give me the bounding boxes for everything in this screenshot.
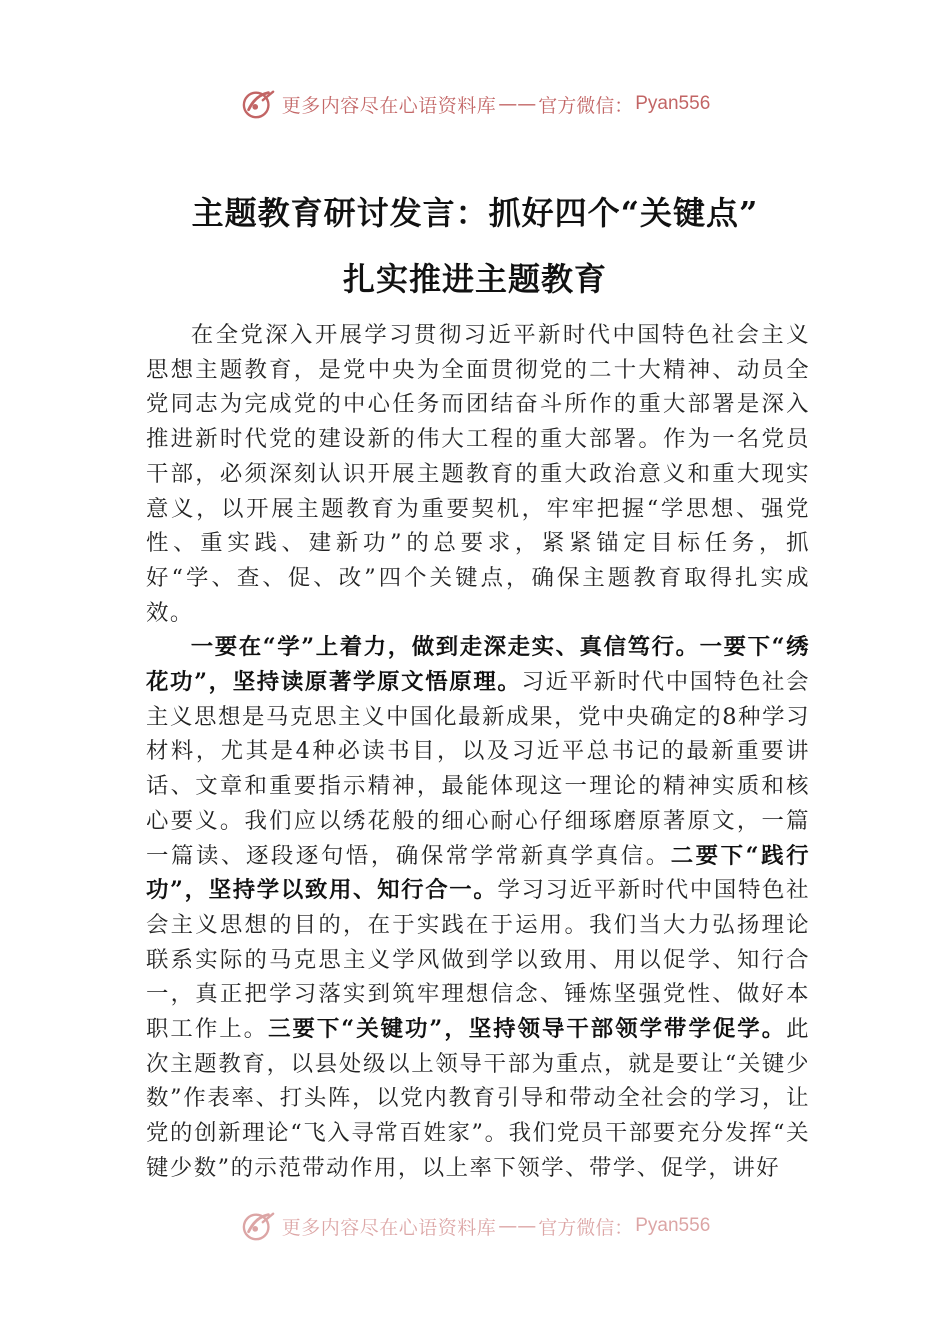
sub-point-1-heading: 一要下“绣花功”，坚持读原著学原文悟原理。 <box>146 634 810 696</box>
header-watermark <box>0 84 950 124</box>
sub-point-3-text: 此次主题教育，以县处级以上领导干部为重点，就是要让“关键少数”作表率、打头阵，以党内教育引导和带动全社会的学习，让党的创新理论“飞入寻常百姓家”。我们党员干部要充分发挥“关键少数”的示范带动作用，以上率下领学、带学、促学，讲好 <box>146 1016 810 1181</box>
sub-point-3-heading: 三要下“关键功”，坚持领导干部领学带学促学。 <box>268 1016 787 1043</box>
sub-point-2-heading: 二要下“践行功”，坚持学以致用、知行合一。 <box>146 842 810 904</box>
watermark-separator: —— <box>498 1215 537 1237</box>
sub-point-1-text: 习近平新时代中国特色社会主义思想是马克思主义中国化最新成果，党中央确定的8种学习材料，尤其是4种必读书目，以及习近平总书记的最新重要讲话、文章和重要指示精神，最能体现这一理论的精神实质和核心要义。我们应以绣花般的细心耐心仔细琢磨原著原文，一篇一篇读、逐段逐句悟，确保常学常新真学真信。 <box>146 669 810 869</box>
watermark-text: 更多内容尽在心语资料库 <box>281 94 497 117</box>
watermark-logo-icon <box>240 1209 278 1243</box>
section-one-paragraph <box>146 630 810 1185</box>
sub-point-2-text: 学习习近平新时代中国特色社会主义思想的目的，在于实践在于运用。我们当大力弘扬理论联系实际的马克思主义学风做到学以致用、用以促学、知行合一，真正把学习落实到筑牢理想信念、锤炼坚强党性、做好本职工作上。 <box>146 877 810 1043</box>
document-title-line-1: 主题教育研讨发言：抓好四个“关键点” <box>191 194 759 232</box>
watermark-separator: —— <box>498 93 537 115</box>
section-one-heading: 一要在“学”上着力，做到走深走实、真信笃行。 <box>190 634 700 661</box>
watermark-text: 更多内容尽在心语资料库 <box>281 1216 497 1239</box>
document-body <box>146 318 810 1218</box>
watermark-logo-icon <box>240 87 278 121</box>
watermark-id: Pyan556 <box>635 1215 711 1236</box>
watermark-id: Pyan556 <box>635 93 711 114</box>
watermark-label: 官方微信： <box>538 94 634 117</box>
document-title-line-2: 扎实推进主题教育 <box>342 260 607 298</box>
watermark-label: 官方微信： <box>538 1216 634 1239</box>
footer-watermark <box>0 1206 950 1246</box>
intro-paragraph: 在全党深入开展学习贯彻习近平新时代中国特色社会主义思想主题教育，是党中央为全面贯彻党的二十大精神、动员全党同志为完成党的中心任务而团结奋斗所作的重大部署是深入推进新时代党的建设新的伟大工程的重大部署。作为一名党员干部，必须深刻认识开展主题教育的重大政治意义和重大现实意义，以开展主题教育为重要契机，牢牢把握“学思想、强党性、重实践、建新功”的总要求，紧紧锚定目标任务，抓好“学、查、促、改”四个关键点，确保主题教育取得扎实成效。 <box>146 322 810 626</box>
